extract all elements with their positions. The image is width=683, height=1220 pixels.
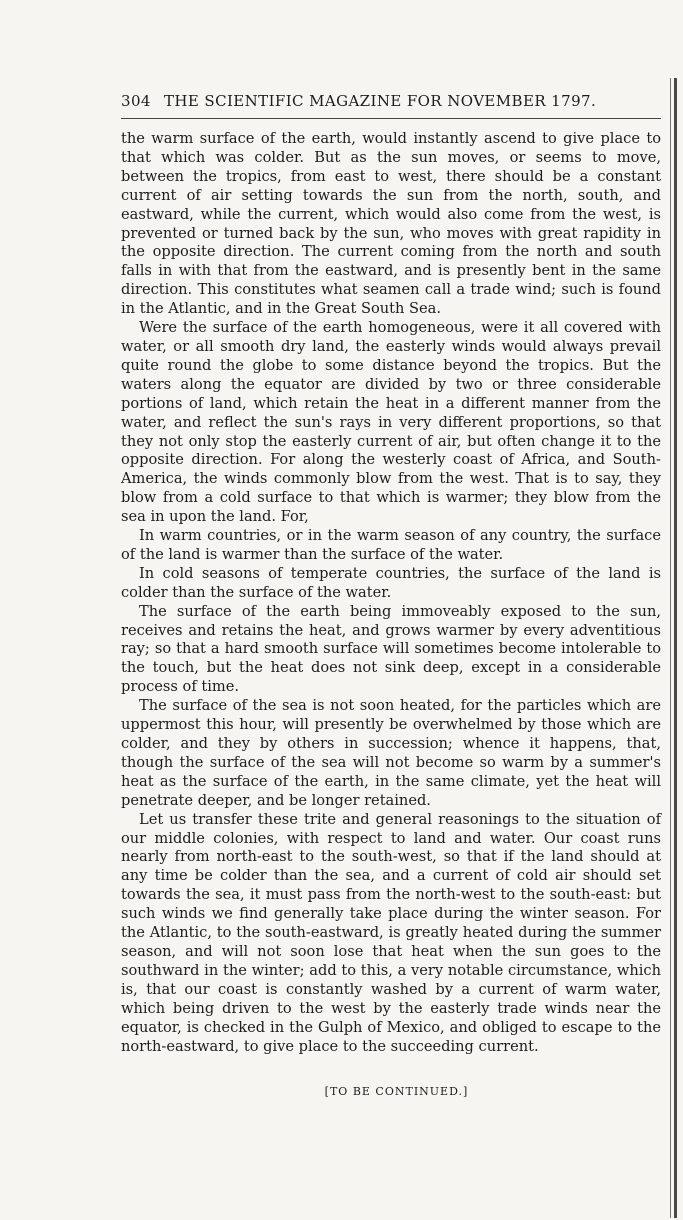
article-body	[121, 130, 661, 1056]
running-header	[121, 92, 661, 110]
paragraph-7: Let us transfer these trite and general reasonings to the situation of our middle colonies, with respect to land and water. Our coast runs nearly from north-east to the south-west, so that if the land should at any time be colder than the sea, and a current of cold air should set towards the sea, it must pass from the north-west to the south-east: but such winds we find generally take place during the winter season. For the Atlantic, to the south-eastward, is greatly heated during the summer season, and will not soon lose that heat when the sun goes to the southward in the winter; add to this, a very notable circumstance, which is, that our coast is constantly washed by a current of warm water, which being driven to the west by the easterly trade winds near the equator, is checked in the Gulph of Mexico, and obliged to escape to the north-eastward, to give place to the succeeding current.	[121, 810, 661, 1055]
paragraph-3: In warm countries, or in the warm season of any country, the surface of the land is warmer than the surface of the water.	[121, 527, 661, 563]
paragraph-2: Were the surface of the earth homogeneous, were it all covered with water, or all smooth dry land, the easterly winds would always prevail quite round the globe to some distance beyond the tropics. But the waters along the equator are divided by two or three considerable portions of land, which retain the heat in a different manner from the water, and reflect the sun's rays in very different proportions, so that they not only stop the easterly current of air, but often change it to the opposite direction. For along the westerly coast of Africa, and South-America, the winds commonly blow from the west. That is to say, they blow from a cold surface to that which is warmer; they blow from the sea in upon the land. For,	[121, 319, 661, 526]
continued-note: [TO BE CONTINUED.]	[324, 1085, 469, 1098]
header-rule	[121, 118, 661, 119]
paragraph-6: The surface of the sea is not soon heated, for the particles which are uppermost this hour, will presently be overwhelmed by those which are colder, and they by others in succession; whence it happens, that, though the surface of the sea will not become so warm by a summer's heat as the surface of the earth, in the same climate, yet the heat will penetrate deeper, and be longer retained.	[121, 697, 661, 809]
paragraph-5: The surface of the earth being immoveably exposed to the sun, receives and retains the heat, and grows warmer by every adventitious ray; so that a hard smooth surface will sometimes become intolerable to the touch, but the heat does not sink deep, except in a considerable process of time.	[121, 602, 661, 696]
paragraph-4: In cold seasons of temperate countries, the surface of the land is colder than the surface of the water.	[121, 564, 661, 601]
continued-note-wrap	[0, 1085, 683, 1098]
paragraph-1: the warm surface of the earth, would instantly ascend to give place to that which was colder. But as the sun moves, or seems to move, between the tropics, from east to west, there should be a constant current of air setting towards the sun from the north, south, and eastward, while the current, which would also come from the west, is prevented or turned back by the sun, who moves with great rapidity in the opposite direction. The current coming from the north and south falls in with that from the eastward, and is presently bent in the same direction. This constitutes what seamen call a trade wind; such is found in the Atlantic, and in the Great South Sea.	[121, 130, 661, 318]
page-edge-inner	[670, 78, 671, 1218]
page-number: 304	[121, 92, 151, 110]
running-title: THE SCIENTIFIC MAGAZINE FOR NOVEMBER 1797.	[164, 92, 597, 110]
page-edge	[674, 78, 677, 1218]
